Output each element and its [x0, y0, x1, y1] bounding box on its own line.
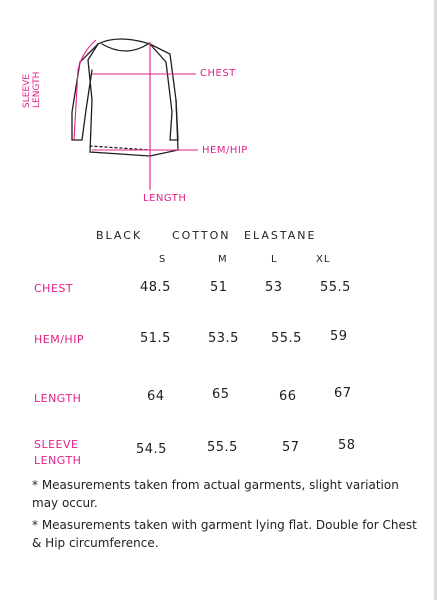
cell-chest-xl: 55.5 — [320, 280, 351, 295]
cell-length-s: 64 — [147, 389, 165, 404]
left-sleeve — [72, 44, 98, 140]
neckline — [102, 44, 148, 51]
row-label-chest: CHEST — [34, 282, 74, 295]
sleeve-line — [74, 40, 96, 140]
row-label-sleeve-length: SLEEVE LENGTH — [34, 438, 82, 467]
hem-hip-label: HEM/HIP — [202, 145, 248, 156]
sleeve-length-label: SLEEVE LENGTH — [22, 71, 42, 108]
size-l: L — [271, 254, 278, 265]
cell-length-l: 66 — [279, 389, 297, 404]
fabric-title-word-1: BLACK — [96, 229, 143, 242]
cell-length-m: 65 — [212, 387, 230, 402]
row-label-length: LENGTH — [34, 392, 82, 405]
cell-hem-l: 55.5 — [271, 331, 302, 346]
note-measurements-actual: * Measurements taken from actual garments, slight variation may occur. — [32, 478, 399, 510]
cell-chest-l: 53 — [265, 280, 283, 295]
length-label: LENGTH — [143, 193, 187, 204]
row-label-hem-hip: HEM/HIP — [34, 333, 85, 346]
chest-label: CHEST — [200, 68, 236, 79]
fabric-title-word-2: COTTON — [172, 229, 231, 242]
cell-hem-m: 53.5 — [208, 331, 239, 346]
cell-sleeve-s: 54.5 — [136, 442, 167, 457]
size-m: M — [218, 254, 228, 265]
cell-length-xl: 67 — [334, 386, 352, 401]
cell-chest-m: 51 — [210, 280, 228, 295]
size-s: S — [159, 254, 167, 265]
cell-sleeve-l: 57 — [282, 440, 300, 455]
fabric-title-word-3: ELASTANE — [244, 229, 317, 242]
cell-chest-s: 48.5 — [140, 280, 171, 295]
size-xl: XL — [316, 254, 331, 265]
hem-stitch — [90, 146, 150, 150]
cell-sleeve-m: 55.5 — [207, 440, 238, 455]
cell-hem-xl: 59 — [330, 329, 348, 344]
garment-diagram — [0, 0, 437, 220]
cell-hem-s: 51.5 — [140, 331, 171, 346]
right-sleeve — [150, 44, 178, 140]
note-measurements-flat: * Measurements taken with garment lying flat. Double for Chest & Hip circumference. — [32, 518, 417, 550]
garment-outline — [88, 39, 178, 156]
cell-sleeve-xl: 58 — [338, 438, 356, 453]
